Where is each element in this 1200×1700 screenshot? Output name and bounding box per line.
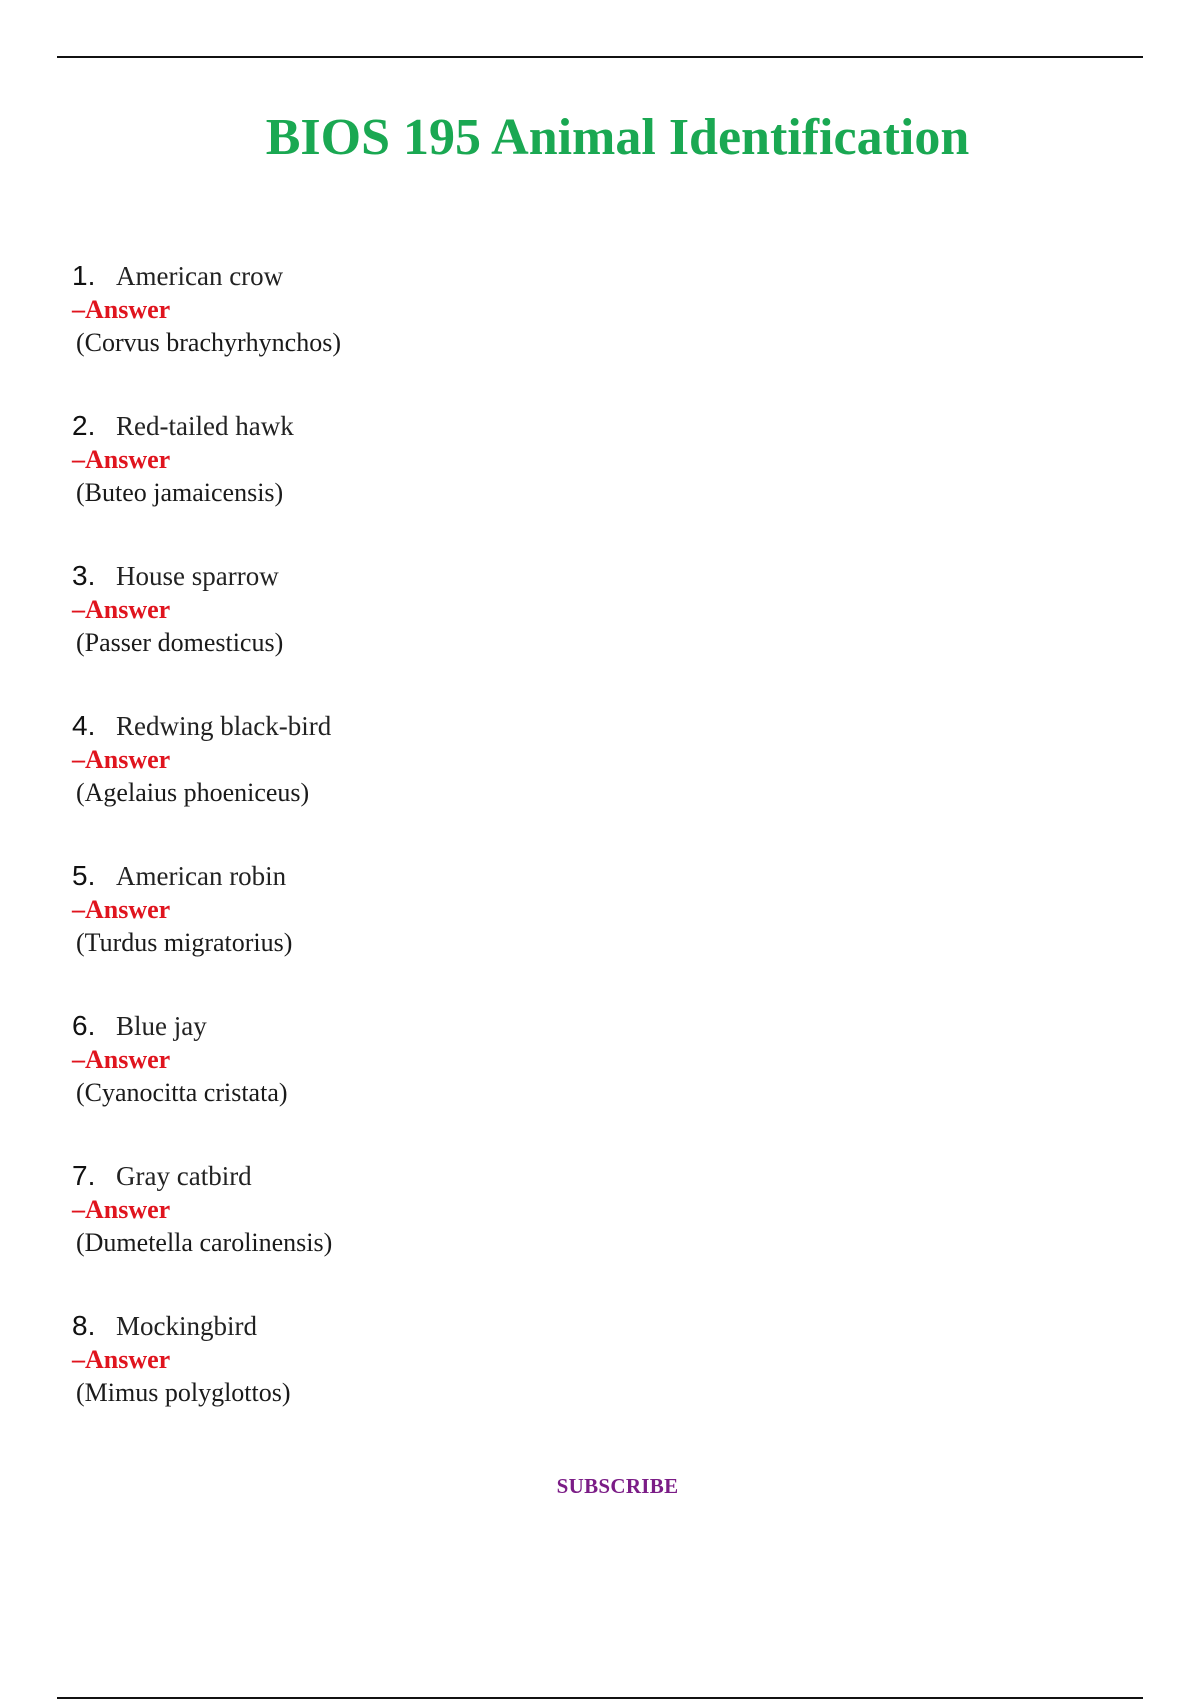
question-list <box>72 258 341 1458</box>
question-text: American robin <box>116 861 287 891</box>
top-rule <box>57 56 1143 58</box>
question-text: Blue jay <box>116 1011 207 1041</box>
question-text: Mockingbird <box>116 1311 257 1341</box>
question-line <box>72 858 341 894</box>
question-text: Redwing black-bird <box>116 711 332 741</box>
question-text: Gray catbird <box>116 1161 252 1191</box>
answer-label: –Answer <box>72 895 171 924</box>
question-item <box>72 258 341 408</box>
bottom-rule <box>57 1697 1143 1699</box>
question-line <box>72 258 341 294</box>
answer-text: (Dumetella carolinensis) <box>76 1228 333 1257</box>
question-item <box>72 558 341 708</box>
answer-label: –Answer <box>72 295 171 324</box>
question-number: 8. <box>72 1310 96 1341</box>
answer-text: (Turdus migratorius) <box>76 928 293 957</box>
question-item <box>72 858 341 1008</box>
question-text: Red-tailed hawk <box>116 411 294 441</box>
question-number: 1. <box>72 260 96 291</box>
answer-label: –Answer <box>72 445 171 474</box>
answer-text: (Cyanocitta cristata) <box>76 1078 288 1107</box>
question-line <box>72 408 341 444</box>
answer-label: –Answer <box>72 595 171 624</box>
question-line <box>72 1158 341 1194</box>
question-number: 6. <box>72 1010 96 1041</box>
question-line <box>72 1308 341 1344</box>
answer-text: (Passer domesticus) <box>76 628 284 657</box>
answer-text: (Corvus brachyrhynchos) <box>76 328 341 357</box>
question-item <box>72 708 341 858</box>
subscribe-link[interactable]: SUBSCRIBE <box>556 1474 679 1498</box>
question-line <box>72 558 341 594</box>
answer-text: (Buteo jamaicensis) <box>76 478 284 507</box>
document-title: BIOS 195 Animal Identification <box>265 109 970 166</box>
answer-text: (Mimus polyglottos) <box>76 1378 291 1407</box>
question-line <box>72 1008 341 1044</box>
question-text: American crow <box>116 261 284 291</box>
answer-label: –Answer <box>72 745 171 774</box>
question-number: 2. <box>72 410 96 441</box>
answer-label: –Answer <box>72 1345 171 1374</box>
answer-label: –Answer <box>72 1195 171 1224</box>
answer-text: (Agelaius phoeniceus) <box>76 778 310 807</box>
question-number: 4. <box>72 710 96 741</box>
question-line <box>72 708 341 744</box>
answer-label: –Answer <box>72 1045 171 1074</box>
question-number: 7. <box>72 1160 96 1191</box>
question-text: House sparrow <box>116 561 279 591</box>
question-item <box>72 408 341 558</box>
question-item <box>72 1308 341 1458</box>
question-number: 3. <box>72 560 96 591</box>
question-item <box>72 1158 341 1308</box>
question-number: 5. <box>72 860 96 891</box>
question-item <box>72 1008 341 1158</box>
